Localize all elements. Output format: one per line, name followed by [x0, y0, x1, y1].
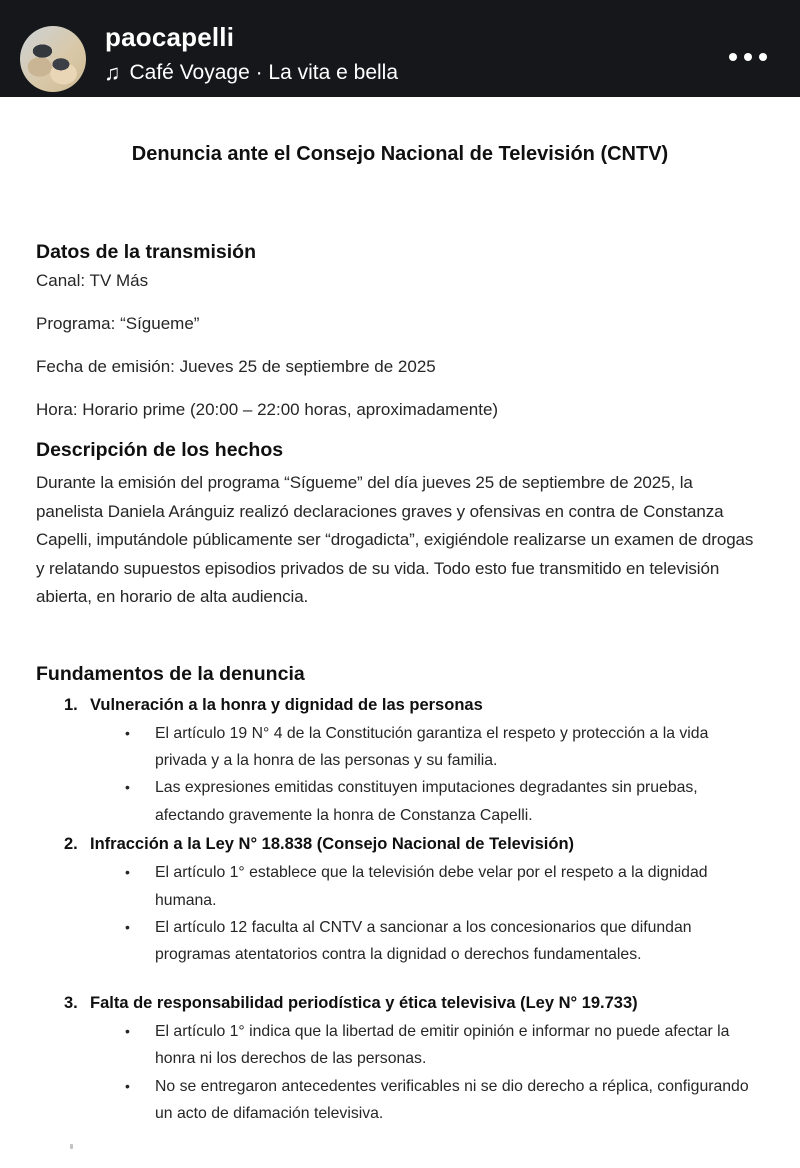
item-number: 3. [64, 993, 78, 1012]
bullet-text: El artículo 1° establece que la televisión debe velar por el respeto a la dignidad humana. [155, 864, 708, 909]
bullet-text: No se entregaron antecedentes verificables ni se dio derecho a réplica, configurando un acto de difamación televisiva. [155, 1077, 749, 1122]
more-options-button[interactable] [725, 49, 771, 65]
document-title: Denuncia ante el Consejo Nacional de Televisión (CNTV) [131, 143, 669, 165]
numbered-item-heading [36, 832, 764, 857]
fundamentos-list [36, 693, 764, 1128]
bullet-item [36, 859, 764, 914]
list-item [36, 832, 764, 969]
ellipsis-dot [729, 53, 737, 61]
bullet-item [36, 720, 764, 775]
bullet-item [36, 1073, 764, 1128]
bullet-item [36, 774, 764, 829]
bullet-text: El artículo 19 N° 4 de la Constitución garantiza el respeto y protección a la vida privada y a la honra de las personas y su familia. [155, 724, 709, 769]
list-item [36, 693, 764, 830]
bullet-icon: • [125, 779, 130, 796]
item-title: Infracción a la Ley N° 18.838 (Consejo Nacional de Televisión) [90, 835, 575, 854]
document-image [0, 143, 800, 1127]
bullet-list [36, 720, 764, 830]
bullet-icon: • [125, 918, 130, 935]
music-title: Café Voyage · La vita e bella [129, 61, 399, 84]
music-note-icon: ♫ [104, 60, 121, 85]
item-number: 2. [64, 835, 78, 854]
avatar[interactable] [20, 26, 86, 92]
item-number: 1. [64, 695, 78, 714]
item-title: Falta de responsabilidad periodística y ética televisiva (Ley N° 19.733) [90, 993, 638, 1012]
numbered-item-heading [36, 991, 764, 1016]
bullet-text: Las expresiones emitidas constituyen imputaciones degradantes sin pruebas, afectando gravemente la honra de Constanza Capelli. [155, 779, 698, 824]
data-line-programa: Programa: “Sígueme” [36, 314, 200, 333]
post-header [0, 0, 800, 97]
data-line-fecha: Fecha de emisión: Jueves 25 de septiembre de 2025 [36, 357, 436, 376]
list-item [36, 991, 764, 1128]
bullet-icon: • [125, 864, 130, 881]
description-paragraph: Durante la emisión del programa “Sígueme” del día jueves 25 de septiembre de 2025, la panelista Daniela Aránguiz realizó declaraciones graves y ofensivas en contra de Constanza Capelli, imputándole públicamente ser “drogadicta”, exigiéndole realizarse un examen de drogas y relatando supuestos episodios privados de su vida. Todo esto fue transmitido en televisión abierta, en horario de alta audiencia. [36, 473, 754, 606]
bullet-item [36, 1018, 764, 1073]
data-line-canal: Canal: TV Más [36, 271, 149, 290]
item-title: Vulneración a la honra y dignidad de las personas [90, 695, 483, 714]
ellipsis-dot [759, 53, 767, 61]
ellipsis-dot [744, 53, 752, 61]
bullet-list [36, 859, 764, 969]
bullet-icon: • [125, 724, 130, 741]
data-line-hora: Hora: Horario prime (20:00 – 22:00 horas, aproximadamente) [36, 400, 499, 419]
numbered-item-heading [36, 693, 764, 718]
section-heading-datos: Datos de la transmisión [36, 241, 256, 263]
section-heading-fundamentos: Fundamentos de la denuncia [36, 662, 305, 685]
section-heading-descripcion: Descripción de los hechos [36, 439, 284, 461]
bullet-icon: • [125, 1077, 130, 1094]
bullet-icon: • [125, 1022, 130, 1039]
bullet-text: El artículo 1° indica que la libertad de emitir opinión e informar no puede afectar la honra ni los derechos de las personas. [155, 1022, 730, 1068]
stray-mark [70, 1144, 73, 1149]
username[interactable]: paocapelli [105, 22, 235, 52]
bullet-item [36, 914, 764, 969]
music-attribution[interactable] [104, 60, 398, 86]
bullet-list [36, 1018, 764, 1128]
bullet-text: El artículo 12 faculta al CNTV a sancionar a los concesionarios que difundan programas atentatorios contra la dignidad o derechos fundamentales. [155, 918, 692, 964]
